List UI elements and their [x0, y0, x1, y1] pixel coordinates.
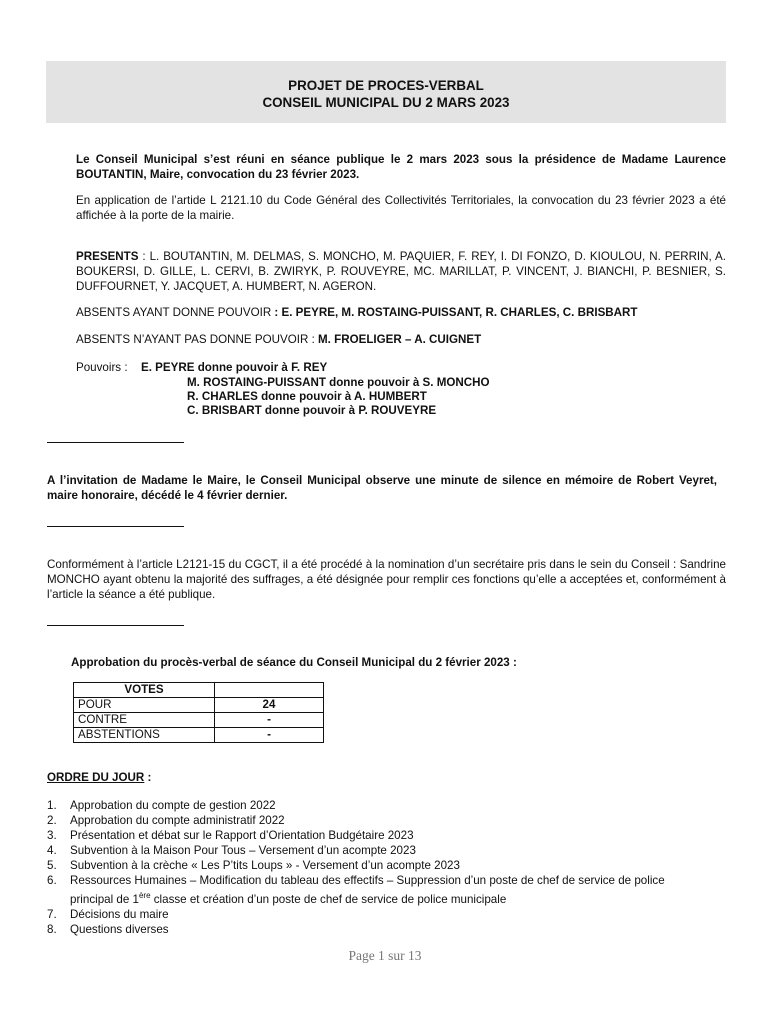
table-row — [74, 728, 324, 743]
agenda-number: 3. — [47, 829, 57, 842]
section-divider-2 — [47, 526, 184, 527]
list-item — [47, 828, 707, 843]
agenda-text: Subvention à la Maison Pour Tous – Versement d’un acompte 2023 — [70, 844, 416, 857]
agenda-text: Approbation du compte de gestion 2022 — [70, 799, 276, 812]
vote-value-abstentions: - — [215, 728, 324, 743]
votes-table — [73, 682, 324, 743]
votes-table-header-row — [74, 683, 324, 698]
page-number: Page 1 sur 13 — [348, 948, 422, 963]
agenda-superscript: ère — [138, 891, 151, 900]
title-line-2: CONSEIL MUNICIPAL DU 2 MARS 2023 — [262, 95, 510, 110]
absents-pouvoir-label: ABSENTS AYANT DONNE POUVOIR — [76, 306, 272, 319]
pouvoir-item-4: C. BRISBART donne pouvoir à P. ROUVEYRE — [187, 404, 437, 417]
agenda-number: 2. — [47, 814, 57, 827]
intro-paragraph-2: En application de l’artide L 2121.10 du Code Général des Collectivités Territoriales, la convocation du 23 février 2023 a été affichée à la porte de la mairie. — [76, 194, 726, 222]
list-item — [47, 907, 707, 922]
list-item — [47, 873, 707, 907]
table-row — [74, 713, 324, 728]
absents-sans-names: M. FROELIGER – A. CUIGNET — [314, 333, 482, 346]
approbation-title: Approbation du procès-verbal de séance du Conseil Municipal du 2 février 2023 : — [71, 656, 517, 669]
document-title — [46, 61, 726, 123]
absents-sans-label: ABSENTS N’AYANT PAS DONNE POUVOIR : — [76, 333, 315, 346]
agenda-number: 1. — [47, 799, 57, 812]
agenda-text: Décisions du maire — [70, 907, 169, 921]
list-item — [47, 843, 707, 858]
agenda-text: Présentation et débat sur le Rapport d’Orientation Budgétaire 2023 — [70, 829, 414, 842]
silence-paragraph: A l’invitation de Madame le Maire, le Conseil Municipal observe une minute de silence en mémoire de Robert Veyret, maire honoraire, décédé le 4 février dernier. — [47, 474, 717, 502]
agenda-number: 5. — [47, 859, 57, 872]
ordre-du-jour-colon: : — [144, 771, 152, 784]
vote-value-pour: 24 — [215, 698, 324, 713]
section-divider-3 — [47, 625, 184, 626]
vote-value-contre: - — [215, 713, 324, 728]
list-item — [47, 813, 707, 828]
agenda-number: 8. — [47, 922, 57, 936]
agenda-list — [47, 798, 707, 937]
agenda-text: Subvention à la crèche « Les P’tits Loups » - Versement d’un acompte 2023 — [70, 859, 460, 872]
list-item — [47, 858, 707, 873]
pouvoir-item-2: M. ROSTAING-PUISSANT donne pouvoir à S. MONCHO — [187, 376, 490, 389]
vote-label-pour: POUR — [74, 698, 215, 713]
agenda-text: Approbation du compte administratif 2022 — [70, 814, 285, 827]
absents-pouvoir-paragraph — [76, 305, 736, 320]
intro-paragraph-1: Le Conseil Municipal s’est réuni en séance publique le 2 mars 2023 sous la présidence de Madame Laurence BOUTANTIN, Maire, convocation du 23 février 2023. — [76, 153, 726, 181]
pouvoir-item-1: E. PEYRE donne pouvoir à F. REY — [141, 361, 328, 374]
absents-pouvoir-names: : E. PEYRE, M. ROSTAING-PUISSANT, R. CHARLES, C. BRISBART — [271, 306, 638, 319]
absents-sans-pouvoir-paragraph — [76, 332, 726, 347]
ordre-du-jour-heading — [47, 770, 347, 785]
list-item — [47, 798, 707, 813]
pouvoir-item-3: R. CHARLES donne pouvoir à A. HUMBERT — [187, 390, 427, 403]
agenda-text-a: Ressources Humaines – Modification du tableau des effectifs – Suppression d’un poste de chef de service de police principal de 1 — [70, 874, 665, 906]
pouvoirs-label-text: Pouvoirs : — [76, 361, 128, 374]
presents-label: PRESENTS — [76, 250, 139, 263]
agenda-number: 4. — [47, 844, 57, 857]
votes-header: VOTES — [74, 683, 215, 698]
vote-label-contre: CONTRE — [74, 713, 215, 728]
vote-label-abstentions: ABSTENTIONS — [74, 728, 215, 743]
agenda-text: Questions diverses — [70, 922, 169, 936]
secretaire-paragraph: Conformément à l’article L2121-15 du CGCT, il a été procédé à la nomination d’un secrétaire pris dans le sein du Conseil : Sandrine MONCHO ayant obtenu la majorité des suffrages, a été désignée pour remplir ces fonctions qu’elle a acceptées et, conformément à l’article la séance a été publique. — [47, 558, 726, 601]
presents-paragraph — [76, 249, 726, 294]
section-divider-1 — [47, 442, 184, 443]
agenda-number: 7. — [47, 907, 57, 921]
presents-names: : L. BOUTANTIN, M. DELMAS, S. MONCHO, M. PAQUIER, F. REY, I. DI FONZO, D. KIOULOU, N. PERRIN, A. BOUKERSI, D. GILLE, L. CERVI, B. ZWIRYK, P. ROUVEYRE, MC. MARILLAT, P. VINCENT, J. BIANCHI, P. BESNIER, S. DUFFOURNET, Y. JACQUET, A. HUMBERT, N. AGERON. — [76, 250, 726, 293]
votes-header-empty — [215, 683, 324, 698]
list-item — [47, 922, 707, 937]
title-line-1: PROJET DE PROCES-VERBAL — [288, 78, 484, 93]
agenda-text-b: classe et création d’un poste de chef de service de police municipale — [150, 892, 507, 906]
ordre-du-jour-title: ORDRE DU JOUR — [47, 771, 145, 784]
table-row — [74, 698, 324, 713]
agenda-number: 6. — [47, 874, 57, 887]
